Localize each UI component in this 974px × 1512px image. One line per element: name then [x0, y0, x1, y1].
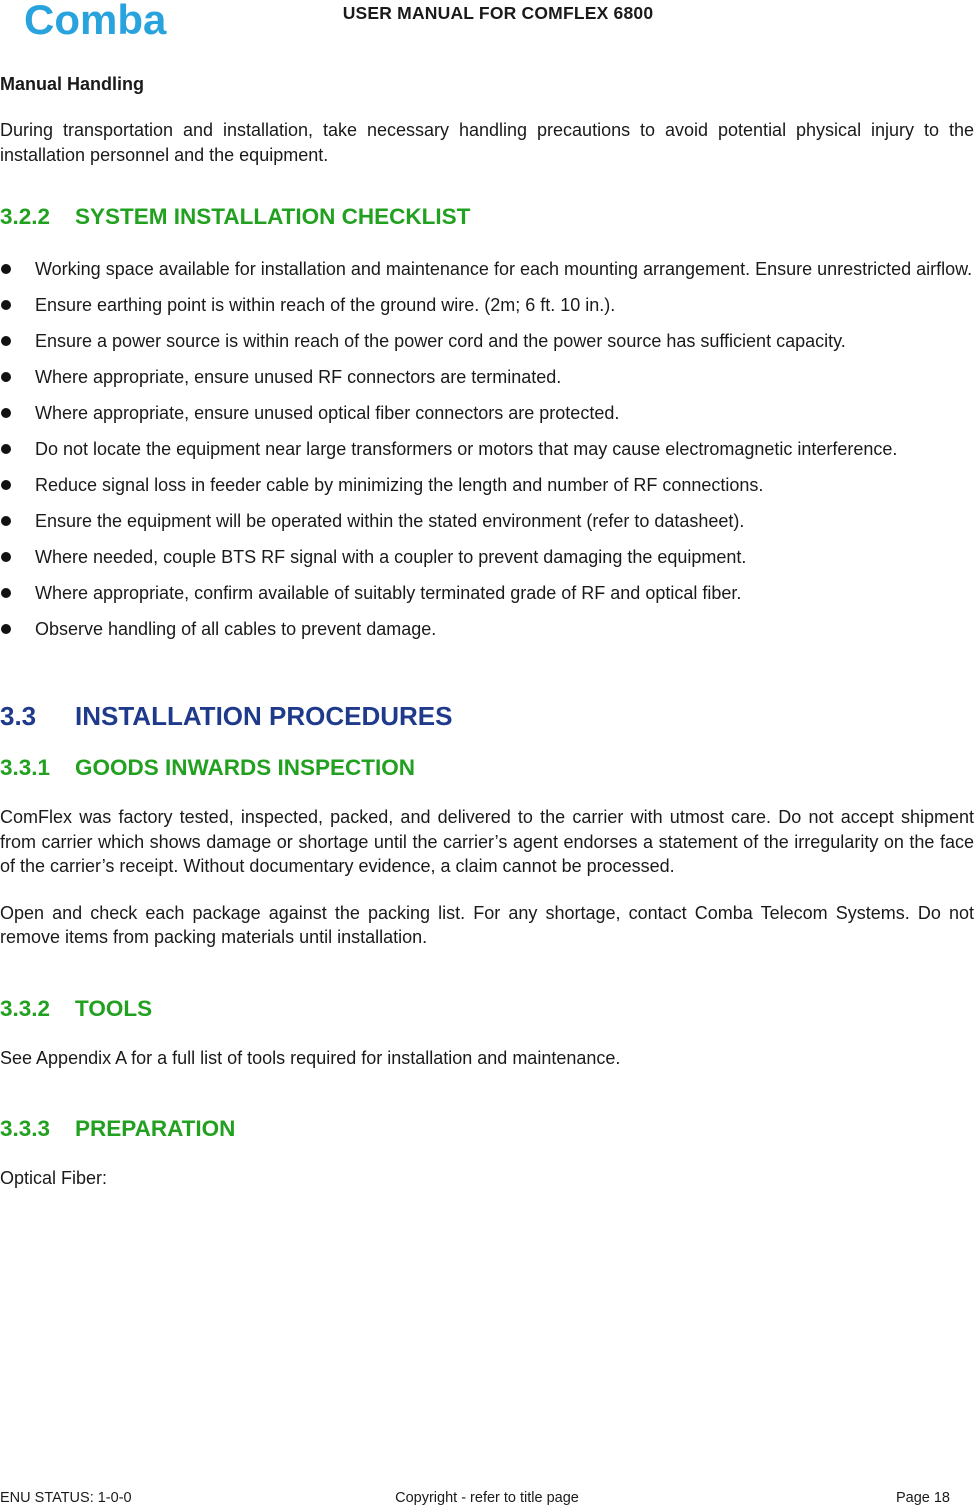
bullet-icon — [1, 624, 11, 634]
bullet-icon — [1, 264, 11, 274]
page-content — [0, 70, 974, 1191]
bullet-icon — [1, 300, 11, 310]
section-title: GOODS INWARDS INSPECTION — [75, 755, 416, 780]
bullet-icon — [1, 336, 11, 346]
section-number: 3.3 — [0, 701, 37, 731]
bullet-icon — [1, 372, 11, 382]
list-item: Where appropriate, ensure unused optical fiber connectors are protected. — [0, 395, 974, 431]
section-number: 3.3.3 — [0, 1116, 51, 1141]
bullet-icon — [1, 516, 11, 526]
section-number: 3.2.2 — [0, 204, 51, 229]
section-title: SYSTEM INSTALLATION CHECKLIST — [75, 204, 471, 229]
section-number: 3.3.2 — [0, 995, 51, 1021]
list-item: Ensure the equipment will be operated within the stated environment (refer to datasheet). — [0, 503, 974, 539]
preparation-text: Optical Fiber: — [0, 1168, 108, 1188]
list-item: Ensure earthing point is within reach of the ground wire. (2m; 6 ft. 10 in.). — [0, 287, 974, 323]
list-item: Where appropriate, ensure unused RF connectors are terminated. — [0, 359, 974, 395]
manual-handling-heading: Manual Handling — [0, 74, 144, 94]
list-item: Observe handling of all cables to prevent damage. — [0, 611, 974, 647]
list-item: Where needed, couple BTS RF signal with a coupler to prevent damaging the equipment. — [0, 539, 974, 575]
section-heading-installation-procedures — [0, 699, 974, 733]
list-item: Ensure a power source is within reach of the power cord and the power source has sufficient capacity. — [0, 323, 974, 359]
document-title: USER MANUAL FOR COMFLEX 6800 — [342, 3, 654, 23]
page-footer — [0, 1490, 974, 1512]
section-title: INSTALLATION PROCEDURES — [75, 701, 453, 731]
list-item: Reduce signal loss in feeder cable by minimizing the length and number of RF connections. — [0, 467, 974, 503]
bullet-icon — [1, 588, 11, 598]
list-item: Working space available for installation and maintenance for each mounting arrangement. Ensure unrestricted airflow. — [0, 251, 974, 287]
list-item: Where appropriate, confirm available of suitably terminated grade of RF and optical fiber. — [0, 575, 974, 611]
list-item: Do not locate the equipment near large transformers or motors that may cause electromagnetic interference. — [0, 431, 974, 467]
installation-checklist — [0, 251, 974, 647]
section-title: PREPARATION — [75, 1116, 236, 1141]
document-status: ENU STATUS: 1-0-0 — [0, 1490, 132, 1506]
tools-text: See Appendix A for a full list of tools required for installation and maintenance. — [0, 1047, 621, 1068]
section-number: 3.3.1 — [0, 755, 51, 780]
goods-inwards-paragraph-2: Open and check each package against the packing list. For any shortage, contact Comba Telecom Systems. Do not remove items from packing materials until installation. — [0, 902, 974, 947]
bullet-icon — [1, 552, 11, 562]
section-heading-checklist — [0, 202, 974, 232]
svg-text:Comba: Comba — [24, 0, 167, 42]
page-number: Page 18 — [895, 1490, 950, 1506]
bullet-icon — [1, 480, 11, 490]
bullet-icon — [1, 444, 11, 454]
manual-handling-text: During transportation and installation, take necessary handling precautions to avoid potential physical injury to the installation personnel and the equipment. — [0, 120, 974, 165]
page-header — [0, 0, 974, 44]
goods-inwards-paragraph-1: ComFlex was factory tested, inspected, packed, and delivered to the carrier with utmost care. Do not accept shipment from carrier which shows damage or shortage until the carrier’s agent endorses a statement of the irregularity on the face of the carrier’s receipt. Without documentary evidence, a claim cannot be processed. — [0, 807, 974, 876]
section-heading-preparation — [0, 1114, 974, 1144]
section-heading-goods-inwards — [0, 753, 974, 783]
section-title: TOOLS — [75, 995, 153, 1021]
bullet-icon — [1, 408, 11, 418]
section-heading-tools — [0, 994, 974, 1024]
copyright-notice: Copyright - refer to title page — [395, 1490, 579, 1506]
